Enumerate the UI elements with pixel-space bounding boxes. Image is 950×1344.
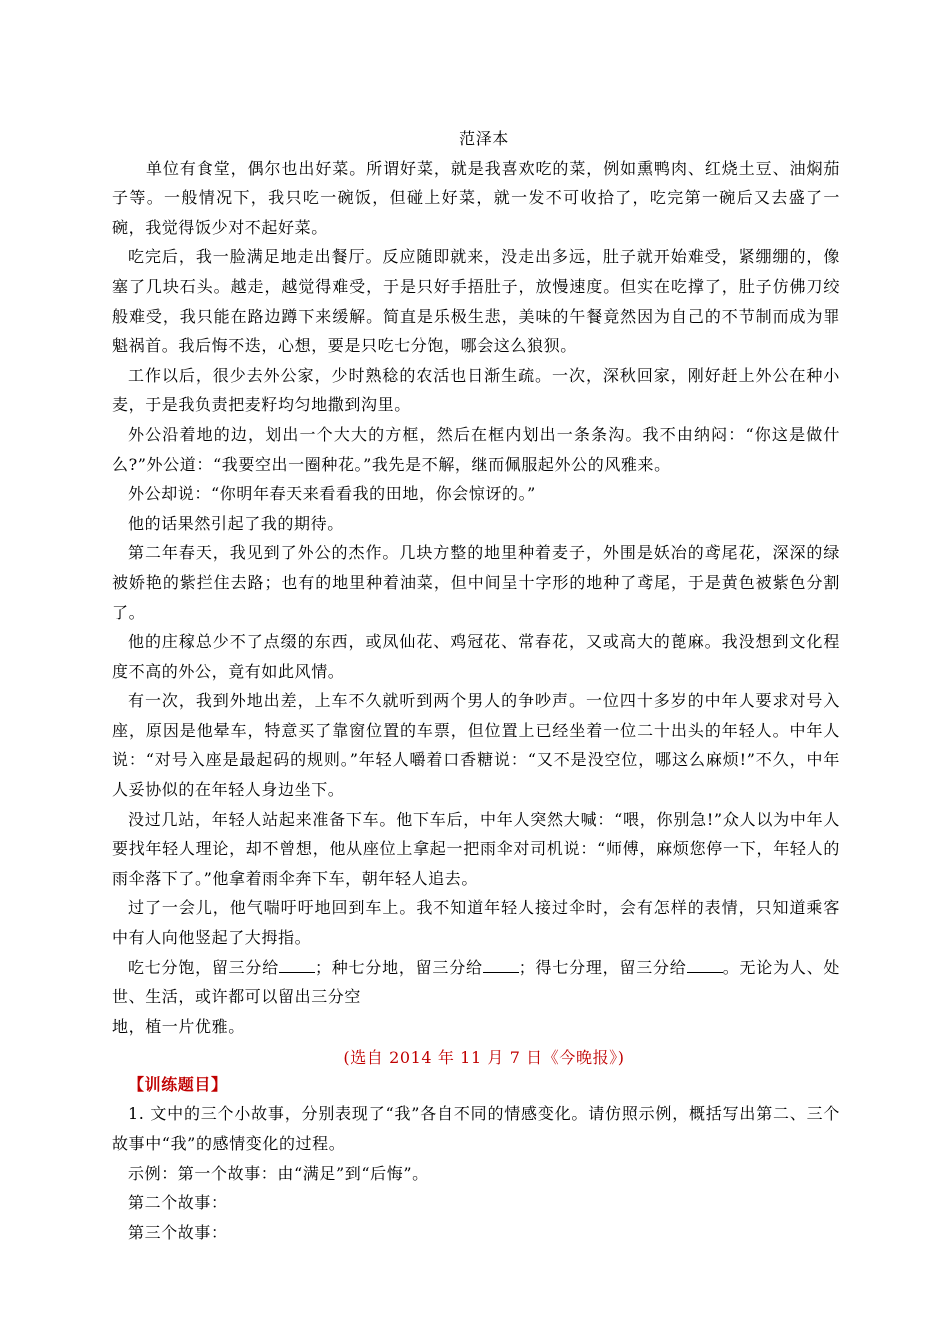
answer-story-2: 第二个故事： [128, 1193, 228, 1213]
paragraph-9: 有一次，我到外地出差，上车不久就听到两个男人的争吵声。一位四十多岁的中年人要求对号入座，原因是他晕车，特意买了靠窗位置的车票，但位置上已经坐着一位二十出头的年轻人。中年人说：“对号入座是最起码的规则。”年轻人嚼着口香糖说：“又不是没空位，哪这么麻烦!”不久，中年人妥协似的在年轻人身边坐下。 [112, 691, 840, 800]
paragraph-1: 单位有食堂，偶尔也出好菜。所谓好菜，就是我喜欢吃的菜，例如熏鸭肉、红烧土豆、油焖茄子等。一般情况下，我只吃一碗饭，但碰上好菜，就一发不可收拾了，吃完第一碗后又去盛了一碗，我觉得饭少对不起好菜。 [112, 158, 840, 237]
document-title: 范泽本 [459, 129, 509, 148]
question-1: 1. 文中的三个小故事，分别表现了“我”各自不同的情感变化。请仿照示例，概括写出第二、三个故事中“我”的感情变化的过程。 [112, 1104, 840, 1153]
fill-blank-2[interactable] [483, 954, 519, 973]
paragraph-10: 没过几站，年轻人站起来准备下车。他下车后，中年人突然大喊：“喂，你别急!”众人以为中年人要找年轻人理论，却不曾想，他从座位上拿起一把雨伞对司机说：“师傅，麻烦您停一下，年轻人的雨伞落下了。”他拿着雨伞奔下车，朝年轻人追去。 [112, 809, 840, 888]
paragraph-3: 工作以后，很少去外公家，少时熟稔的农活也日渐生疏。一次，深秋回家，刚好赶上外公在种小麦，于是我负责把麦籽均匀地撒到沟里。 [112, 365, 840, 415]
paragraph-6: 他的话果然引起了我的期待。 [128, 513, 344, 533]
paragraph-2: 吃完后，我一脸满足地走出餐厅。反应随即就来，没走出多远，肚子就开始难受，紧绷绷的，像塞了几块石头。越走，越觉得难受，于是只好手捂肚子，放慢速度。但实在吃撑了，肚子仿佛刀绞般难受，我只能在路边蹲下来缓解。简直是乐极生悲，美味的午餐竟然因为自己的不节制而成为罪魁祸首。我后悔不迭，心想，要是只吃七分饱，哪会这么狼狈。 [112, 247, 840, 356]
paragraph-8: 他的庄稼总少不了点缀的东西，或凤仙花、鸡冠花、常春花，又或高大的蓖麻。我没想到文化程度不高的外公，竟有如此风情。 [112, 632, 840, 681]
answer-story-3: 第三个故事： [128, 1222, 228, 1242]
document-page [112, 124, 840, 1247]
source-citation: (选自 2014 年 11 月 7 日《今晚报》) [343, 1048, 625, 1068]
fill-blank-1[interactable] [279, 954, 315, 973]
paragraph-7: 第二年春天，我见到了外公的杰作。几块方整的地里种着麦子，外围是妖冶的鸢尾花，深深的绿被娇艳的紫拦住去路；也有的地里种着油菜，但中间呈十字形的地种了鸢尾，于是黄色被紫色分割了。 [112, 543, 840, 622]
closing-paragraph-end: 地，植一片优雅。 [112, 1016, 245, 1036]
closing-text-1: 吃七分饱，留三分给 [128, 957, 279, 977]
closing-text-2: ；种七分地，留三分给 [315, 957, 483, 977]
closing-paragraph [112, 953, 840, 1012]
paragraph-4: 外公沿着地的边，划出一个大大的方框，然后在框内划出一条条沟。我不由纳闷：“你这是做什么?”外公道：“我要空出一圈种花。”我先是不解，继而佩服起外公的风雅来。 [112, 424, 840, 474]
closing-text-4: 。无论为人、处世、生活，或许都可以留出三分空 [112, 957, 840, 1007]
section-title: 【训练题目】 [128, 1075, 228, 1095]
question-example: 示例：第一个故事：由“满足”到“后悔”。 [128, 1163, 429, 1183]
closing-text-3: ；得七分理，留三分给 [518, 957, 687, 977]
paragraph-5: 外公却说：“你明年春天来看看我的田地，你会惊讶的。” [128, 484, 536, 504]
fill-blank-3[interactable] [687, 954, 723, 973]
paragraph-11: 过了一会儿，他气喘吁吁地回到车上。我不知道年轻人接过伞时，会有怎样的表情，只知道乘客中有人向他竖起了大拇指。 [112, 898, 840, 948]
